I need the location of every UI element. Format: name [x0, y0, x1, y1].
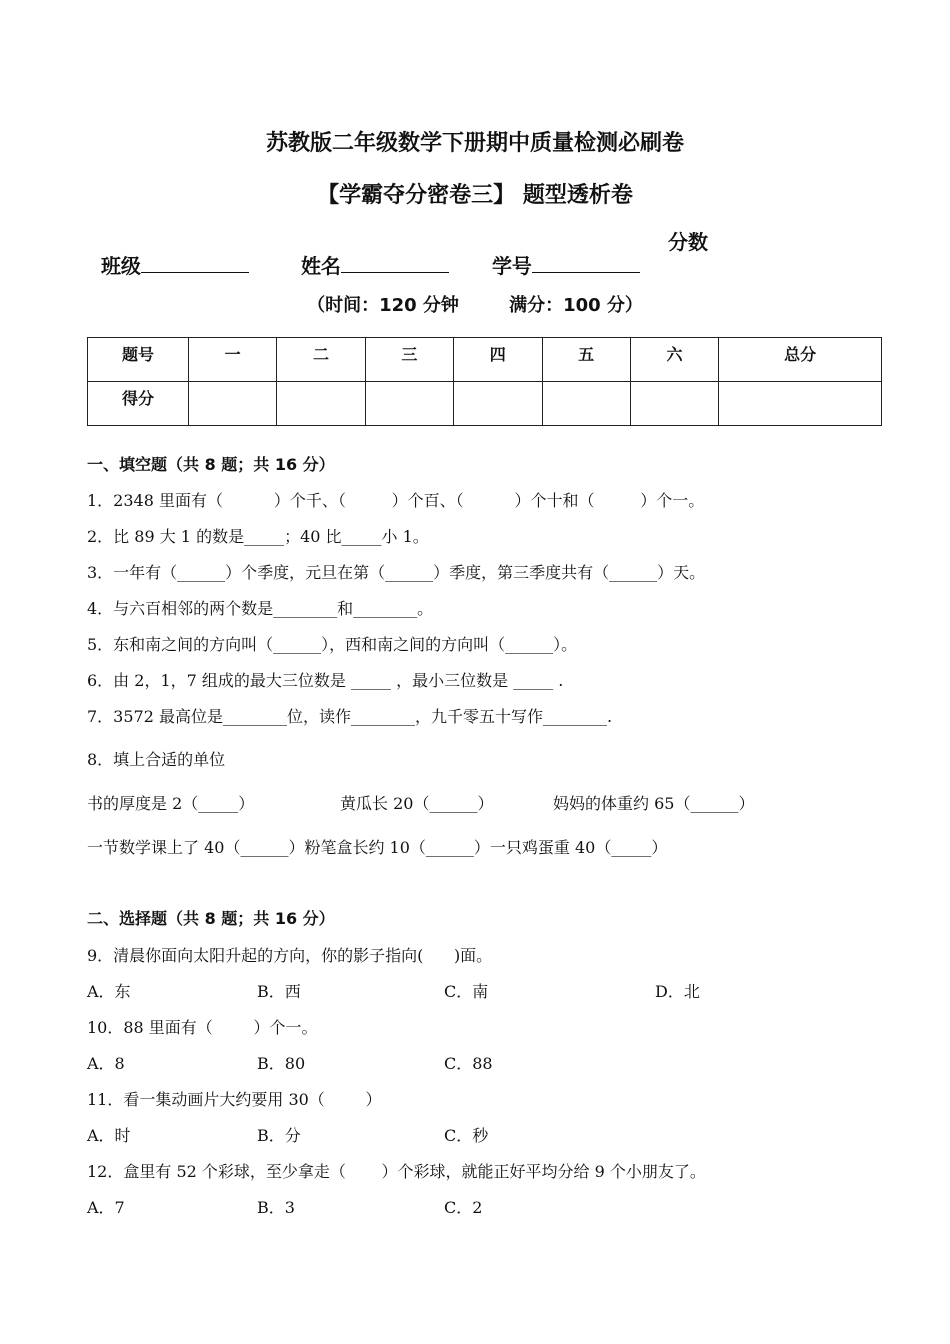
score-cell[interactable]	[365, 382, 453, 426]
row-label: 得分	[88, 382, 189, 426]
page-title: 苏教版二年级数学下册期中质量检测必刷卷	[265, 131, 684, 156]
score-cell[interactable]	[454, 382, 542, 426]
question-10: 10．88 里面有（ ）个一。	[87, 1018, 318, 1037]
option-c[interactable]: C．南	[444, 982, 489, 1001]
score-cell[interactable]	[277, 382, 365, 426]
number-label: 学号	[491, 254, 532, 278]
header-cell: 五	[542, 338, 630, 382]
option-a[interactable]: A．8	[87, 1054, 125, 1073]
header-cell: 题号	[88, 338, 189, 382]
option-c[interactable]: C．88	[444, 1054, 493, 1073]
question-8-item: 书的厚度是 2（_____）	[87, 794, 255, 813]
section1-heading: 一、填空题（共 8 题；共 16 分）	[87, 455, 335, 474]
option-a[interactable]: A．东	[87, 982, 131, 1001]
name-blank[interactable]	[341, 254, 449, 273]
question-5: 5．东和南之间的方向叫（______），西和南之间的方向叫（______）。	[87, 635, 578, 654]
question-7: 7．3572 最高位是________位，读作________，九千零五十写作________.	[87, 707, 613, 726]
question-2: 2．比 89 大 1 的数是_____；40 比_____小 1。	[87, 527, 429, 546]
option-b[interactable]: B．分	[257, 1126, 301, 1145]
class-label: 班级	[100, 254, 141, 278]
question-1: 1．2348 里面有（ ）个千、（ ）个百、（ ）个十和（ ）个一。	[87, 491, 705, 510]
header-cell: 三	[365, 338, 453, 382]
question-6: 6．由 2，1，7 组成的最大三位数是 _____ ，最小三位数是 _____ .	[87, 671, 564, 690]
option-c[interactable]: C．2	[444, 1198, 483, 1217]
question-8-item: 妈妈的体重约 65（______）	[553, 794, 755, 813]
page-subtitle: 【学霸夺分密卷三】 题型透析卷	[317, 183, 633, 208]
header-cell: 一	[189, 338, 277, 382]
option-b[interactable]: B．西	[257, 982, 301, 1001]
class-field[interactable]	[87, 226, 249, 279]
option-a[interactable]: A．7	[87, 1198, 125, 1217]
option-b[interactable]: B．3	[257, 1198, 295, 1217]
name-field[interactable]	[287, 226, 449, 279]
header-cell: 二	[277, 338, 365, 382]
option-d[interactable]: D．北	[655, 982, 700, 1001]
class-blank[interactable]	[141, 254, 249, 273]
option-a[interactable]: A．时	[87, 1126, 131, 1145]
question-11: 11．看一集动画片大约要用 30（ ）	[87, 1090, 382, 1109]
header-cell: 六	[630, 338, 718, 382]
score-table	[87, 337, 882, 426]
option-b[interactable]: B．80	[257, 1054, 306, 1073]
number-blank[interactable]	[532, 254, 640, 273]
question-3: 3．一年有（______）个季度，元旦在第（______）季度，第三季度共有（______）天。	[87, 563, 706, 582]
question-4: 4．与六百相邻的两个数是________和________。	[87, 599, 434, 618]
header-cell: 总分	[719, 338, 882, 382]
option-c[interactable]: C．秒	[444, 1126, 489, 1145]
header-cell: 四	[454, 338, 542, 382]
section2-heading: 二、选择题（共 8 题；共 16 分）	[87, 909, 335, 928]
score-label: 分数	[668, 230, 708, 254]
time-info: （时间：120 分钟 满分：100 分）	[307, 295, 643, 316]
score-table-header-row	[88, 338, 882, 382]
question-8-item: 黄瓜长 20（______）	[340, 794, 494, 813]
score-table-score-row	[88, 382, 882, 426]
score-cell[interactable]	[542, 382, 630, 426]
question-8-row2: 一节数学课上了 40（______）粉笔盒长约 10（______）一只鸡蛋重 40（_____）	[87, 838, 668, 857]
question-9: 9．清晨你面向太阳升起的方向，你的影子指向( )面。	[87, 946, 493, 965]
question-8: 8．填上合适的单位	[87, 750, 226, 769]
number-field[interactable]	[478, 226, 640, 279]
question-12: 12．盒里有 52 个彩球，至少拿走（ ）个彩球，就能正好平均分给 9 个小朋友了。	[87, 1162, 706, 1181]
score-cell[interactable]	[189, 382, 277, 426]
score-cell[interactable]	[630, 382, 718, 426]
name-label: 姓名	[300, 254, 341, 278]
score-cell[interactable]	[719, 382, 882, 426]
